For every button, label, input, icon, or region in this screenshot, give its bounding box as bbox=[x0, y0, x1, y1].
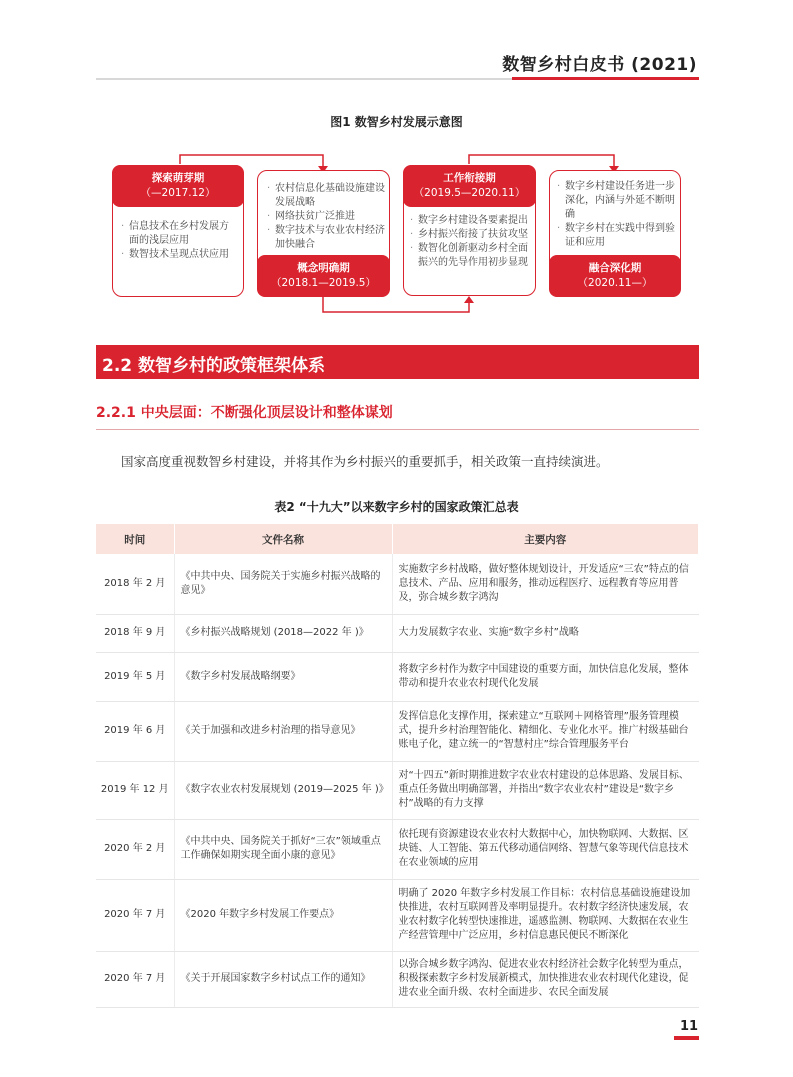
stage-4-phase: 融合深化期 bbox=[588, 262, 642, 274]
subsection-divider bbox=[96, 429, 699, 430]
stage-2-header bbox=[257, 255, 390, 297]
cell-time: 2020 年 7 月 bbox=[96, 879, 174, 951]
cell-document: 《数字农业农村发展规划 (2019—2025 年 )》 bbox=[174, 761, 392, 819]
policy-table bbox=[96, 524, 699, 1008]
figure-title: 图1 数智乡村发展示意图 bbox=[330, 115, 463, 129]
stage-2-point: · 数字技术与农业农村经济加快融合 bbox=[266, 224, 386, 252]
table-row bbox=[96, 951, 699, 1007]
table-header-row bbox=[96, 524, 699, 554]
stage-1-point: · 信息技术在乡村发展方面的浅层应用 bbox=[120, 220, 238, 248]
cell-time: 2019 年 12 月 bbox=[96, 761, 174, 819]
cell-content: 对“十四五”新时期推进数字农业农村建设的总体思路、发展目标、重点任务做出明确部署，并指出“数字农业农村”建设是“数字乡村”战略的有力支撑 bbox=[392, 761, 699, 819]
table-row bbox=[96, 554, 699, 614]
cell-time: 2020 年 7 月 bbox=[96, 951, 174, 1007]
cell-document: 《中共中央、国务院关于实施乡村振兴战略的意见》 bbox=[174, 554, 392, 614]
table-title: 表2 “十九大”以来数字乡村的国家政策汇总表 bbox=[274, 500, 519, 514]
stage-3-points bbox=[409, 214, 534, 270]
cell-document: 《数字乡村发展战略纲要》 bbox=[174, 652, 392, 701]
page-number-accent bbox=[674, 1036, 699, 1040]
stage-2-point: · 网络扶贫广泛推进 bbox=[266, 210, 386, 224]
cell-content: 依托现有资源建设农业农村大数据中心，加快物联网、大数据、区块链、人工智能、第五代移动通信网络、智慧气象等现代信息技术在农业领域的应用 bbox=[392, 819, 699, 879]
cell-content: 实施数字乡村战略，做好整体规划设计，开发适应“三农”特点的信息技术、产品、应用和服务，推动远程医疗、远程教育等应用普及，弥合城乡数字鸿沟 bbox=[392, 554, 699, 614]
subsection-title: 2.2.1 中央层面：不断强化顶层设计和整体谋划 bbox=[96, 405, 393, 421]
stage-1-header bbox=[112, 165, 244, 207]
cell-document: 《2020 年数字乡村发展工作要点》 bbox=[174, 879, 392, 951]
stage-1-period: （—2017.12） bbox=[140, 187, 216, 199]
intro-paragraph: 国家高度重视数智乡村建设，并将其作为乡村振兴的重要抓手，相关政策一直持续演进。 bbox=[121, 454, 609, 469]
page-number: 11 bbox=[680, 1019, 699, 1034]
stage-4-points bbox=[556, 180, 676, 250]
cell-time: 2019 年 6 月 bbox=[96, 701, 174, 761]
cell-time: 2019 年 5 月 bbox=[96, 652, 174, 701]
section-title: 2.2 数智乡村的政策框架体系 bbox=[102, 356, 326, 376]
stage-4-point: · 数字乡村在实践中得到验证和应用 bbox=[556, 222, 676, 250]
table-row bbox=[96, 652, 699, 701]
stage-3-point: · 数字乡村建设各要素提出 bbox=[409, 214, 534, 228]
cell-content: 明确了 2020 年数字乡村发展工作目标：农村信息基础设施建设加快推进，农村互联网普及率明显提升。农村数字经济快速发展，农业农村数字化转型快速推进，遥感监测、物联网、大数据在农业生产经营管理中广泛应用，乡村信息惠民便民不断深化 bbox=[392, 879, 699, 951]
stage-3-header bbox=[403, 165, 536, 207]
stage-3-point: · 乡村振兴衔接了扶贫攻坚 bbox=[409, 228, 534, 242]
cell-document: 《关于加强和改进乡村治理的指导意见》 bbox=[174, 701, 392, 761]
header-content: 主要内容 bbox=[392, 524, 699, 554]
header-document: 文件名称 bbox=[174, 524, 392, 554]
cell-content: 以弥合城乡数字鸿沟、促进农业农村经济社会数字化转型为重点，积极探索数字乡村发展新模式，加快推进农业农村现代化建设，促进农业全面升级、农村全面进步、农民全面发展 bbox=[392, 951, 699, 1007]
stage-4-point: · 数字乡村建设任务进一步深化，内涵与外延不断明确 bbox=[556, 180, 676, 222]
cell-document: 《中共中央、国务院关于抓好“三农”领域重点工作确保如期实现全面小康的意见》 bbox=[174, 819, 392, 879]
table-row bbox=[96, 701, 699, 761]
cell-document: 《乡村振兴战略规划 (2018—2022 年 )》 bbox=[174, 614, 392, 652]
cell-time: 2018 年 2 月 bbox=[96, 554, 174, 614]
cell-time: 2020 年 2 月 bbox=[96, 819, 174, 879]
stage-2-points bbox=[266, 182, 386, 252]
stage-1-points bbox=[120, 220, 238, 262]
stage-1-point: · 数智技术呈现点状应用 bbox=[120, 248, 238, 262]
stage-2-phase: 概念明确期 bbox=[297, 262, 350, 274]
table-row bbox=[96, 879, 699, 951]
stage-4-period: （2020.11—） bbox=[577, 277, 653, 289]
stage-2-period: （2018.1—2019.5） bbox=[271, 277, 376, 289]
stage-1-phase: 探索萌芽期 bbox=[151, 172, 205, 184]
cell-content: 发挥信息化支撑作用，探索建立“互联网＋网格管理”服务管理模式，提升乡村治理智能化、精细化、专业化水平。推广村级基础台账电子化，建立统一的“智慧村庄”综合管理服务平台 bbox=[392, 701, 699, 761]
cell-content: 大力发展数字农业、实施“数字乡村”战略 bbox=[392, 614, 699, 652]
header-time: 时间 bbox=[96, 524, 174, 554]
cell-document: 《关于开展国家数字乡村试点工作的通知》 bbox=[174, 951, 392, 1007]
stage-3-phase: 工作衔接期 bbox=[443, 172, 496, 184]
stage-4-header bbox=[549, 255, 681, 297]
cell-content: 将数字乡村作为数字中国建设的重要方面，加快信息化发展，整体带动和提升农业农村现代化发展 bbox=[392, 652, 699, 701]
stage-3-point: · 数智化创新驱动乡村全面振兴的先导作用初步显现 bbox=[409, 242, 534, 270]
document-title: 数智乡村白皮书 (2021) bbox=[502, 55, 697, 75]
table-row bbox=[96, 614, 699, 652]
stage-2-point: · 农村信息化基础设施建设发展战略 bbox=[266, 182, 386, 210]
table-row bbox=[96, 761, 699, 819]
stage-3-period: （2019.5—2020.11） bbox=[413, 187, 526, 199]
table-row bbox=[96, 819, 699, 879]
cell-time: 2018 年 9 月 bbox=[96, 614, 174, 652]
